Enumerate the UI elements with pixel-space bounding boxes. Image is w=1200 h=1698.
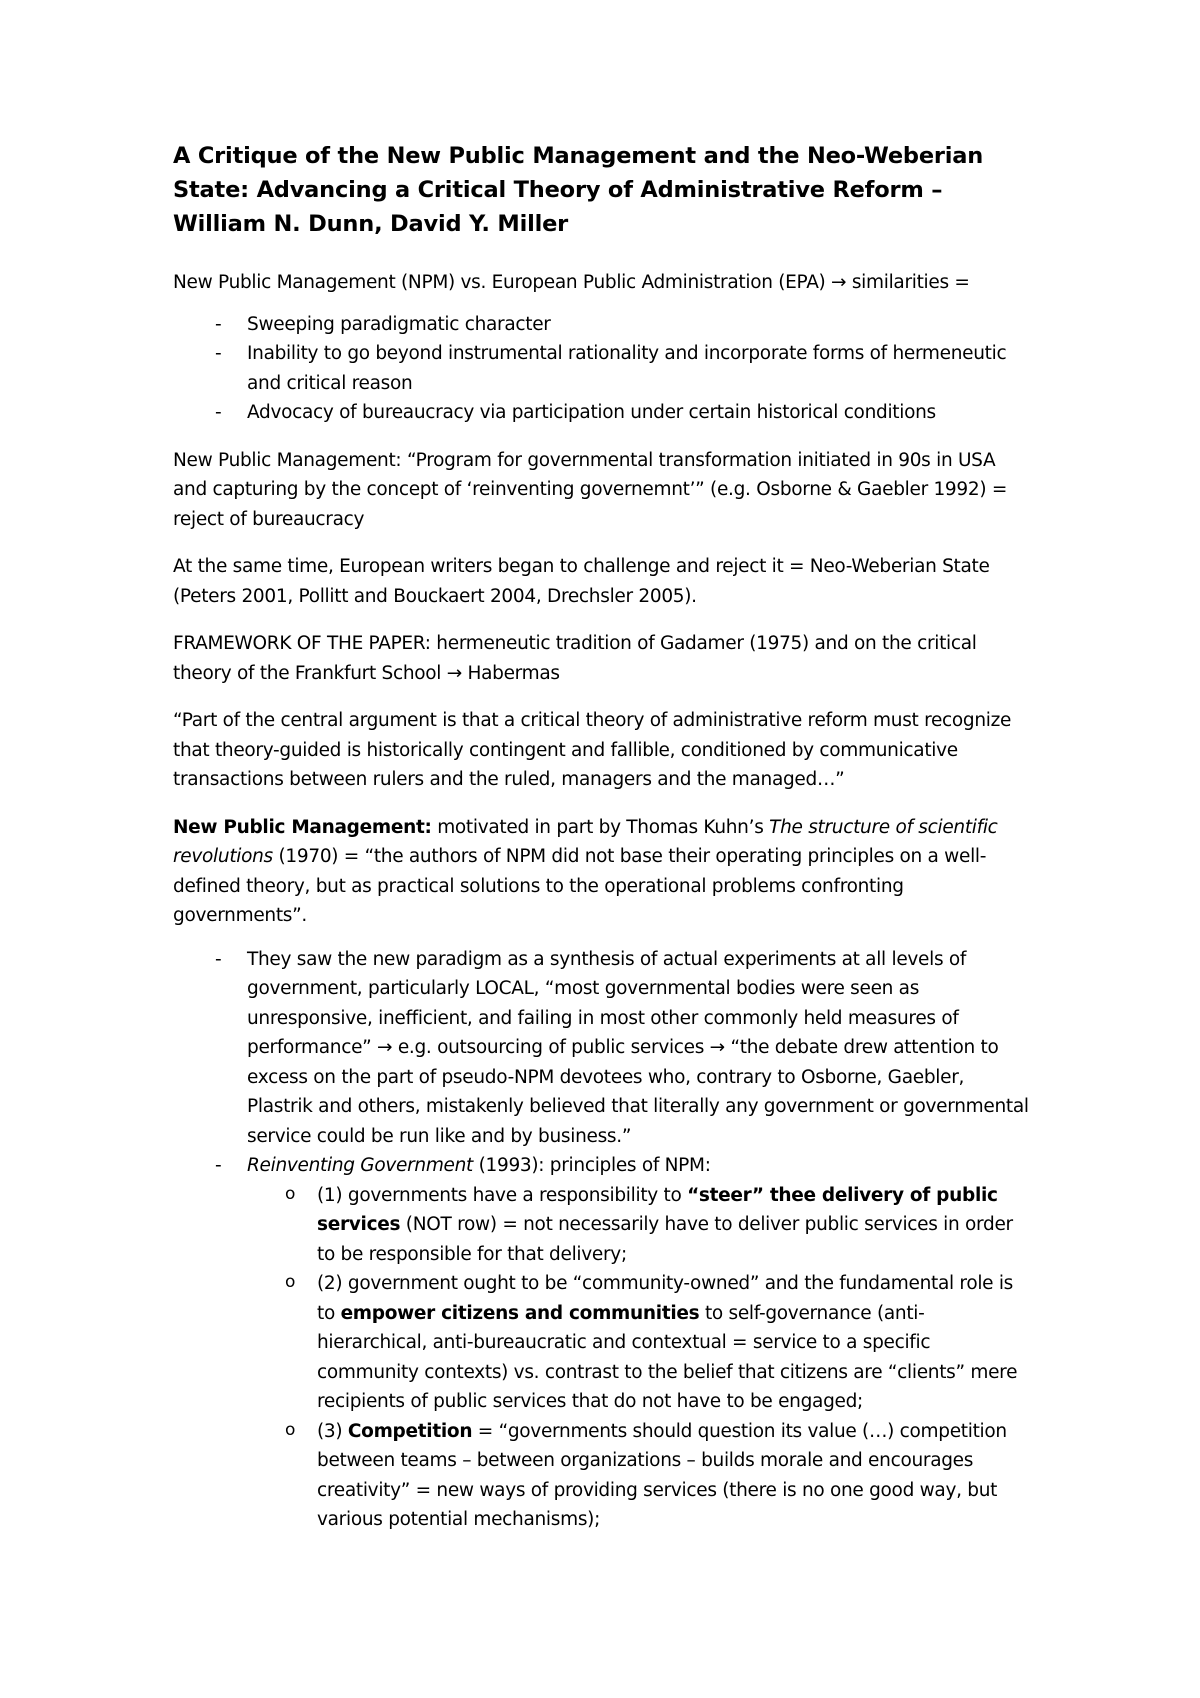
similarities-list [173,310,1033,428]
principle-text: to self-governance (anti-hierarchical, anti-bureaucratic and contextual = service to a specific community contexts) vs. contrast to the belief that citizens are “clients” mere recipients of public services that do not have to be engaged; [317,1302,1018,1412]
principles-list [247,1181,1033,1535]
reinventing-government-title: Reinventing Government [247,1155,473,1176]
principle-text: = “governments should question its value (…) competition between teams – between organizations – builds morale and encourages creativity” = new ways of providing services (there is no one good way, but various potential mechanisms); [317,1420,1007,1530]
kuhn-text-b: (1970) = “the authors of NPM did not base their operating principles on a well-defined theory, but as practical solutions to the operational problems confronting governments”. [173,846,987,926]
list-item [173,1151,1033,1535]
npm-definition-paragraph: New Public Management: “Program for governmental transformation initiated in 90s in USA and capturing by the concept of ‘reinventing governemnt’” (e.g. Osborne & Gaebler 1992) = reject of bureaucracy [173,449,1008,530]
principle-bold: empower citizens and communities [340,1302,700,1324]
list-item: - They saw the new paradigm as a synthesis of actual experiments at all levels of government, particularly LOCAL, “most governmental bodies were seen as unresponsive, inefficient, and failing in most other commonly held measures of performance” → e.g. outsourcing of public services → “the debate drew attention to excess on the part of pseudo-NPM devotees who, contrary to Osborne, Gaebler, Plastrik and others, mistakenly believed that literally any government or governmental service could be run like and by business.” [173,945,1033,1152]
npm-bold-lead: New Public Management: [173,816,432,838]
npm-kuhn-paragraph [173,813,1033,931]
principle-text: (1) governments have a responsibility to [317,1184,688,1206]
npm-points-list [173,945,1033,1535]
framework-paragraph: FRAMEWORK OF THE PAPER: hermeneutic tradition of Gadamer (1975) and on the critical theory of the Frankfurt School → Habermas [173,633,977,684]
list-item: - Sweeping paradigmatic character [173,310,1033,340]
central-argument-quote: “Part of the central argument is that a critical theory of administrative reform must recognize that theory-guided is historically contingent and fallible, conditioned by communicative transactions between rulers and the ruled, managers and the managed…” [173,710,1012,790]
document-body [173,139,1033,1551]
principle-bold: “steer” thee delivery of public services [317,1184,998,1235]
list-item: - Inability to go beyond instrumental rationality and incorporate forms of hermeneutic and critical reason [173,339,1033,398]
kuhn-text-a: motivated in part by Thomas Kuhn’s [431,816,770,838]
principle-text: (NOT row) = not necessarily have to deliver public services in order to be responsible for that delivery; [317,1214,1013,1265]
neo-weberian-paragraph: At the same time, European writers began to challenge and reject it = Neo-Weberian State (Peters 2001, Pollitt and Bouckaert 2004, Drechsler 2005). [173,556,990,607]
principle-item [173,1417,1033,1535]
principle-text: (2) government ought to be “community-owned” and the fundamental role is to [317,1273,1014,1324]
principles-intro: (1993): principles of NPM: [473,1155,711,1176]
list-item: - Advocacy of bureaucracy via participation under certain historical conditions [173,398,1033,428]
principle-item [173,1181,1033,1270]
principle-bold: Competition [347,1420,473,1442]
principle-item [173,1269,1033,1417]
document-title: A Critique of the New Public Management and the Neo-Weberian State: Advancing a Critical Theory of Administrative Reform – William N. Dunn, David Y. Miller [173,143,984,237]
npm-vs-epa-paragraph: New Public Management (NPM) vs. European Public Administration (EPA) → similarities = [173,272,970,293]
principle-text: (3) [317,1420,348,1442]
kuhn-book-title: The structure of scientific revolutions [173,816,998,867]
